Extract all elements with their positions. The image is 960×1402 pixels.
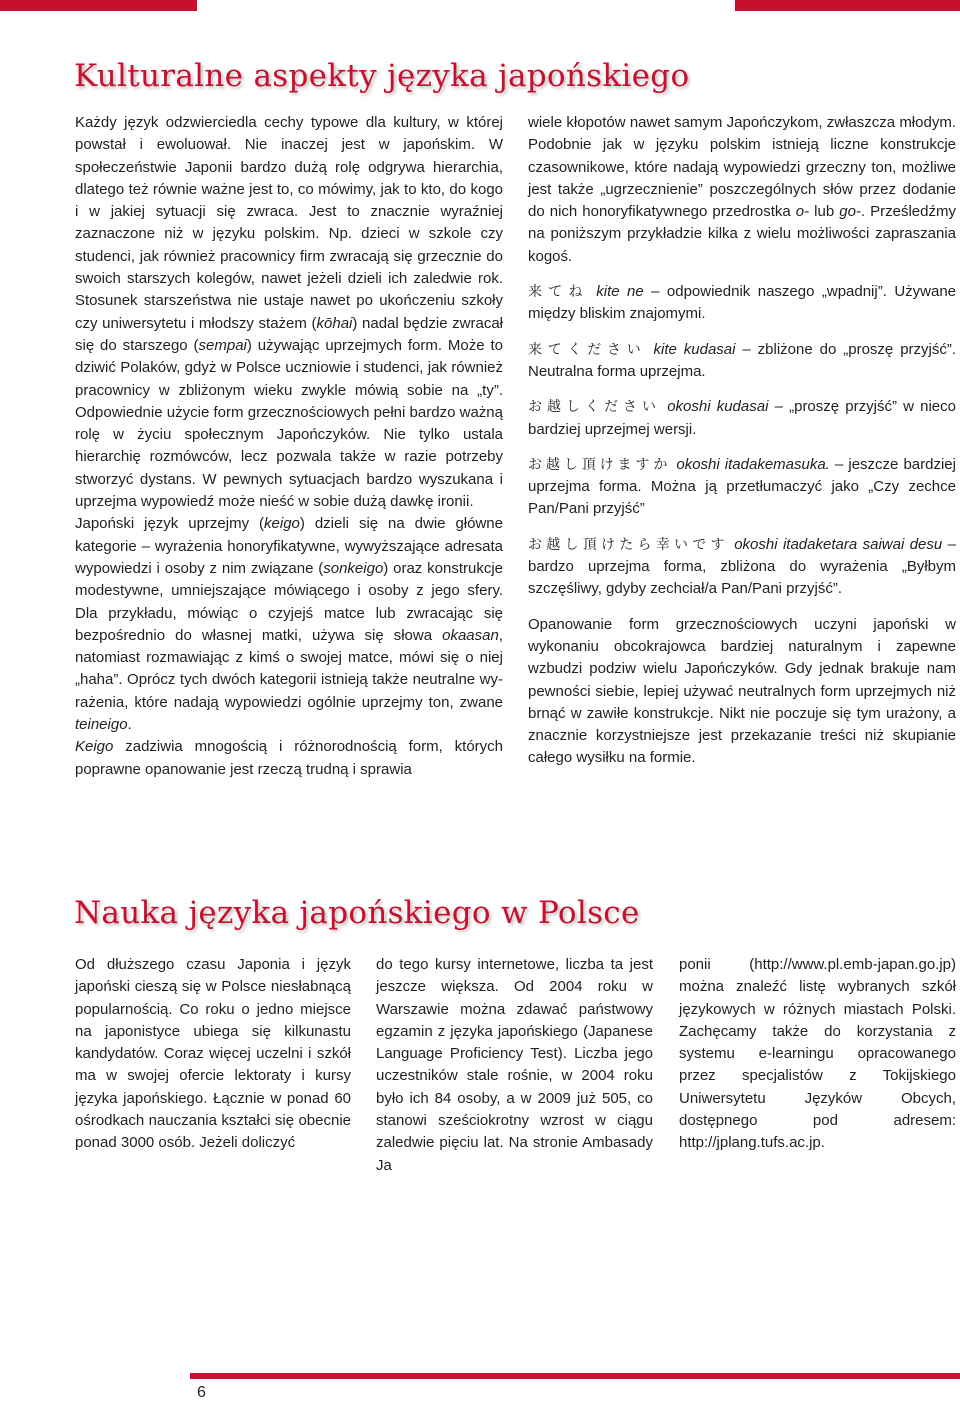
article1-paragraph-3: Keigo zadziwia mnogością i różnorodnością form, których poprawne opanowanie jest rzeczą trudną i sprawia — [75, 738, 503, 778]
page-number: 6 — [197, 1384, 206, 1401]
article-title-learning-in-poland: Nauka języka japońskiego w Polsce — [74, 895, 640, 931]
article2-column-2 — [376, 954, 653, 1177]
article1-closing-paragraph: Opanowanie form grzecznościowych uczyni japoński w wykonaniu obcokrajowca bardziej naturalnym i zapewne wzbudzi podziw wielu Japończyków. Gdy jednak brakuje nam pewności siebie, lepiej używać neutralnych form uprzejmych niż brnąć w zawiłe konstrukcje. Nikt nie poczuje się tym urażony, a znacznie korzystniejsze jest przekazanie treści niż skupianie całego wysiłku na formie. — [528, 615, 956, 767]
top-accent-bar-right — [735, 0, 960, 11]
article1-column-1 — [75, 112, 503, 781]
article2-column-3 — [679, 954, 956, 1155]
article2-text-1: Od dłuższego czasu Japonia i język japoński cieszą się w Polsce niesłabnącą popularnością. Co roku o jedno miejsce na japonistyce ubiega się kilkunastu kandydatów. Coraz więcej uczelni i szkół ma w swojej ofercie lektoraty i kursy języka japońskiego. Łącznie w ponad 60 ośrodkach nauczania kształci się obecnie ponad 3000 osób. Jeżeli doliczyć — [75, 956, 351, 1152]
example-kite-kudasai: 来てください kite kudasai – zbliżone do „proszę przyjść”. Neutralna forma uprzejma. — [528, 340, 957, 380]
article1-paragraph-4: wiele kłopotów nawet samym Japończykom, zwłaszcza młodym. Podobnie jak w języku polskim istnieją liczne konstrukcje czasownikowe, które nadają wypowiedzi grzeczny ton, możliwe jest także „ugrzecznienie” poszczególnych słów przez dodanie do nich honoryfikatywnego przedrostka o- lub go-. Prześledźmy na poniższym przykładzie kilka z wielu możliwości zapraszania kogoś. — [528, 114, 956, 265]
article2-text-2: do tego kursy internetowe, liczba ta jest jeszcze większa. Od 2004 roku w Warszawie można zdawać państwowy egzamin z języka japońskiego (Japanese Language Proficiency Test). Liczba jego uczestników stale rośnie, w 2004 roku było ich 84 osoby, a w 2009 już 505, co stanowi sześciokrotny wzrost w ciągu zaledwie pięciu lat. Na stronie Ambasady Ja — [376, 956, 653, 1174]
top-accent-bar-left — [0, 0, 197, 11]
bottom-accent-bar — [190, 1373, 960, 1379]
article2-text-3: ponii (http://www.pl.emb-japan.go.jp) można znaleźć listę wybranych szkół językowych w różnych miastach Polski. Zachęcamy także do korzystania z systemu e-learningu opracowanego przez specjalistów z Tokijskiego Uniwersytetu Języków Obcych, dostępnego pod adresem: http://jplang.tufs.ac.jp. — [679, 956, 956, 1152]
article1-column-2 — [528, 112, 956, 770]
article-title-cultural-aspects: Kulturalne aspekty języka japońskiego — [74, 58, 690, 94]
example-okoshi-itadakemasuka: お越し頂けますか okoshi itadakemasuka. – jeszcze bardziej uprzejma forma. Można ją przetłumaczyć jako „Czy zechce Pan/Pani przyjść” — [528, 455, 956, 518]
article2-column-1 — [75, 954, 351, 1155]
article1-paragraph-2: Japoński język uprzejmy (keigo) dzieli się na dwie główne kategorie – wyrażenia honoryfikatywne, wywyższające adresata wypowiedzi i osoby z nim związane (sonkeigo) oraz konstrukcje modestywne, umniejszające mówiącego i osoby z jego sfery. Dla przykładu, mówiąc o czyjejś matce lub zwracając się bezpośrednio do własnej matki, używa się słowa okaasan, natomiast rozmawiając z kimś o swojej matce, mówi się o niej „haha”. Oprócz tych dwóch kategorii istnieją także neutralne wyrażenia, które nadają wypowiedzi ogólnie uprzejmy ton, zwane teineigo. — [75, 515, 503, 734]
example-kite-ne: 来てね kite ne – odpowiednik naszego „wpadnij”. Używane między bliskim znajomymi. — [528, 283, 957, 323]
example-okoshi-itadaketara: お越し頂けたら幸いです okoshi itadaketara saiwai desu – bardzo uprzejma forma, zbliżona do wyrażenia „Byłbym szczęśliwy, gdyby zechciał/a Pan/Pani przyjść”. — [528, 535, 956, 598]
example-okoshi-kudasai: お越しください okoshi kudasai – „proszę przyjść” w nieco bardziej uprzejmej wersji. — [528, 398, 956, 438]
article1-paragraph-1: Każdy język odzwierciedla cechy typowe dla kultury, w której powstał i ewoluował. Nie inaczej jest w japońskim. W społeczeństwie Japonii bardzo dużą rolę odgrywa hierarchia, dlatego też równie ważne jest to, co mówimy, jak to kto, do kogo i w jakiej sytuacji się zwraca. Jest to znacznie wyraźniej zaznaczone niż w języku polskim. Np. dzieci w szkole czy studenci, jak również pracownicy firm zwracają się grzecznie do swoich starszych kolegów, nawet jeżeli dzieli ich zaledwie rok. Stosunek starszeństwa nie ustaje nawet po ukończeniu szkoły czy uniwersytetu i młodszy stażem (kōhai) nadal będzie zwracał się do starszego (sempai) używając uprzejmych form. Może to dziwić Polaków, gdyż w Polsce uczniowie i studenci, jak również pracownicy w zbliżonym wieku zwykle mówią sobie na „ty”. Odpowiednie użycie form grzecznościowych pełni bardzo ważną rolę w życiu społecznym Japończyków. Nie tylko ustala hierarchię rozmówców, lecz pozwala także w razie potrzeby stworzyć dystans. W pewnych sytuacjach bardzo wyszukana i uprzejma wypowiedź może nieść w sobie dużą dawkę ironii. — [75, 114, 504, 511]
